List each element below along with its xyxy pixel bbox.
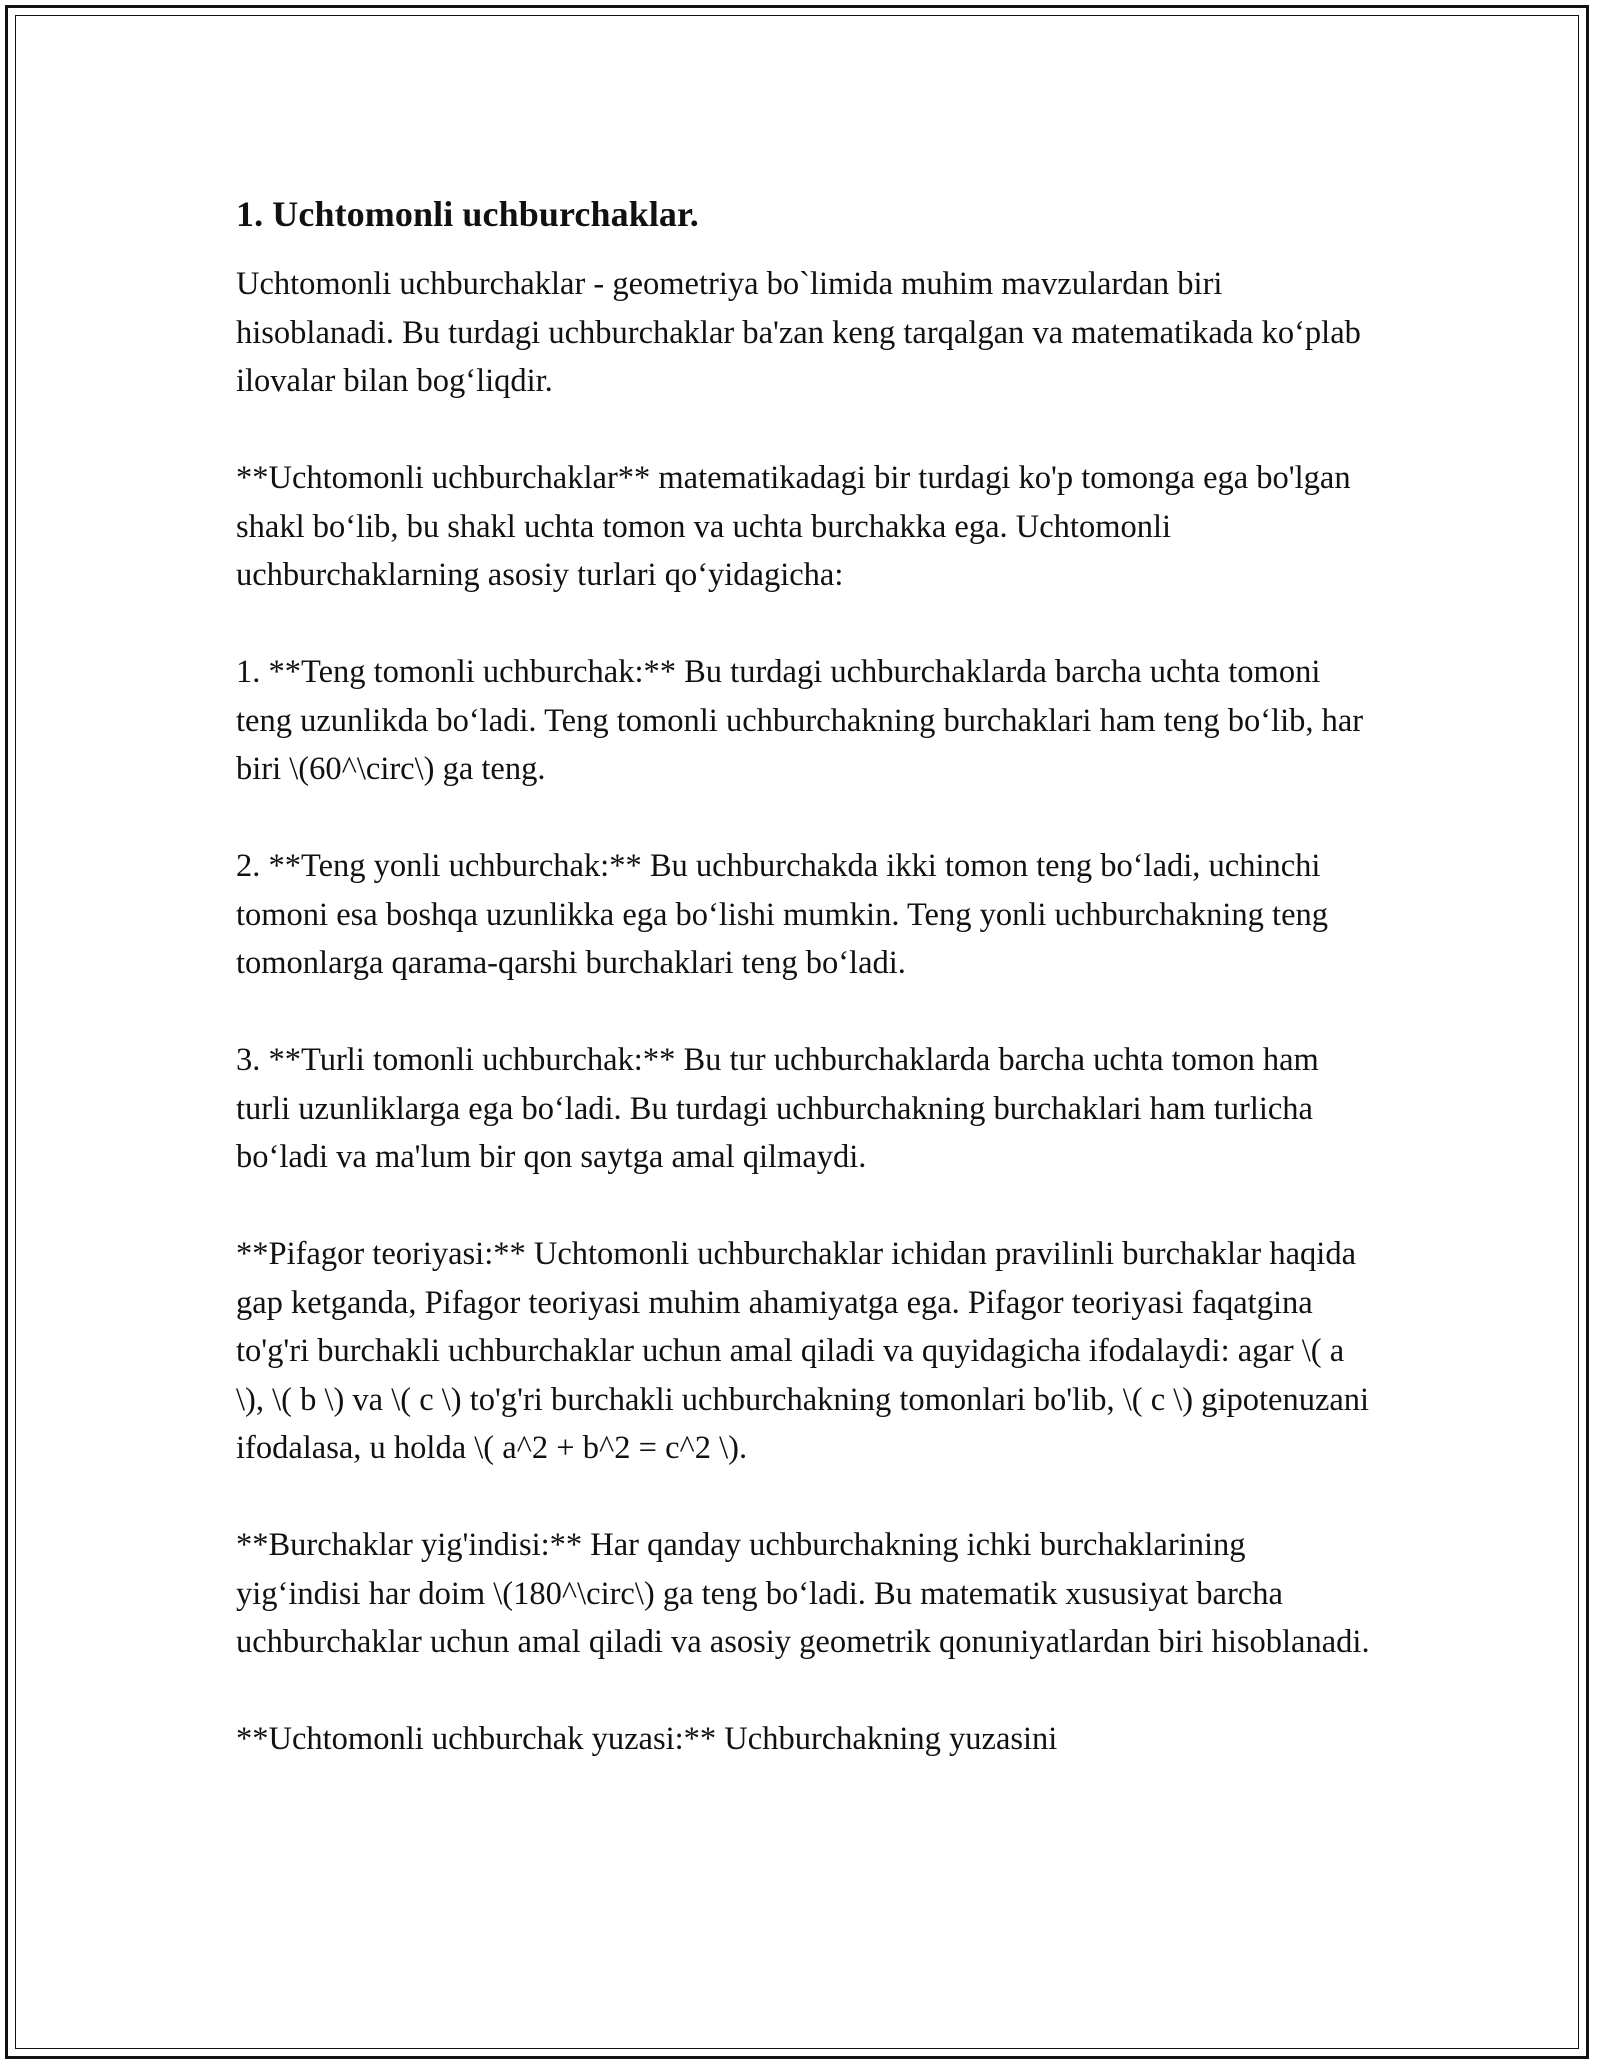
section-heading: 1. Uchtomonli uchburchaklar. — [236, 194, 699, 234]
paragraph-pythagoras: **Pifagor teoriyasi:** Uchtomonli uchburchaklar ichidan pravilinli burchaklar haqida gap ketganda, Pifagor teoriyasi muhim ahamiyatga ega. Pifagor teoriyasi faqatgina to'g'ri burchakli uchburchaklar uchun amal qiladi va quyidagicha ifodalaydi: agar \( a \), \( b \) va \( c \) to'g'ri burchakli uchburchakning tomonlari bo'lib, \( c \) gipotenuzani ifodalasa, u holda \( a^2 + b^2 = c^2 \). — [236, 1236, 1370, 1466]
paragraph-definition: **Uchtomonli uchburchaklar** matematikadagi bir turdagi ko'p tomonga ega bo'lgan shakl bo‘lib, bu shakl uchta tomon va uchta burchakka ega. Uchtomonli uchburchaklarning asosiy turlari qo‘yidagicha: — [236, 460, 1351, 593]
paragraph-isosceles: 2. **Teng yonli uchburchak:** Bu uchburchakda ikki tomon teng bo‘ladi, uchinchi tomoni esa boshqa uzunlikka ega bo‘lishi mumkin. Teng yonli uchburchakning teng tomonlarga qarama-qarshi burchaklari teng bo‘ladi. — [236, 848, 1329, 981]
paragraph-angle-sum: **Burchaklar yig'indisi:** Har qanday uchburchakning ichki burchaklarining yig‘indisi har doim \(180^\circ\) ga teng bo‘ladi. Bu matematik xususiyat barcha uchburchaklar uchun amal qiladi va asosiy geometrik qonuniyatlardan biri hisoblanadi. — [236, 1527, 1370, 1660]
document-body — [236, 190, 1376, 1764]
paragraph-area: **Uchtomonli uchburchak yuzasi:** Uchburchakning yuzasini — [236, 1721, 1058, 1757]
paragraph-scalene: 3. **Turli tomonli uchburchak:** Bu tur uchburchaklarda barcha uchta tomon ham turli uzunliklarga ega bo‘ladi. Bu turdagi uchburchakning burchaklari ham turlicha bo‘ladi va ma'lum bir qon saytga amal qilmaydi. — [236, 1042, 1319, 1175]
paragraph-equilateral: 1. **Teng tomonli uchburchak:** Bu turdagi uchburchaklarda barcha uchta tomoni teng uzunlikda bo‘ladi. Teng tomonli uchburchakning burchaklari ham teng bo‘lib, har biri \(60^\circ\) ga teng. — [236, 654, 1364, 787]
paragraph-intro: Uchtomonli uchburchaklar - geometriya bo`limida muhim mavzulardan biri hisoblanadi. Bu turdagi uchburchaklar ba'zan keng tarqalgan va matematikada ko‘plab ilovalar bilan bog‘liqdir. — [236, 266, 1361, 399]
